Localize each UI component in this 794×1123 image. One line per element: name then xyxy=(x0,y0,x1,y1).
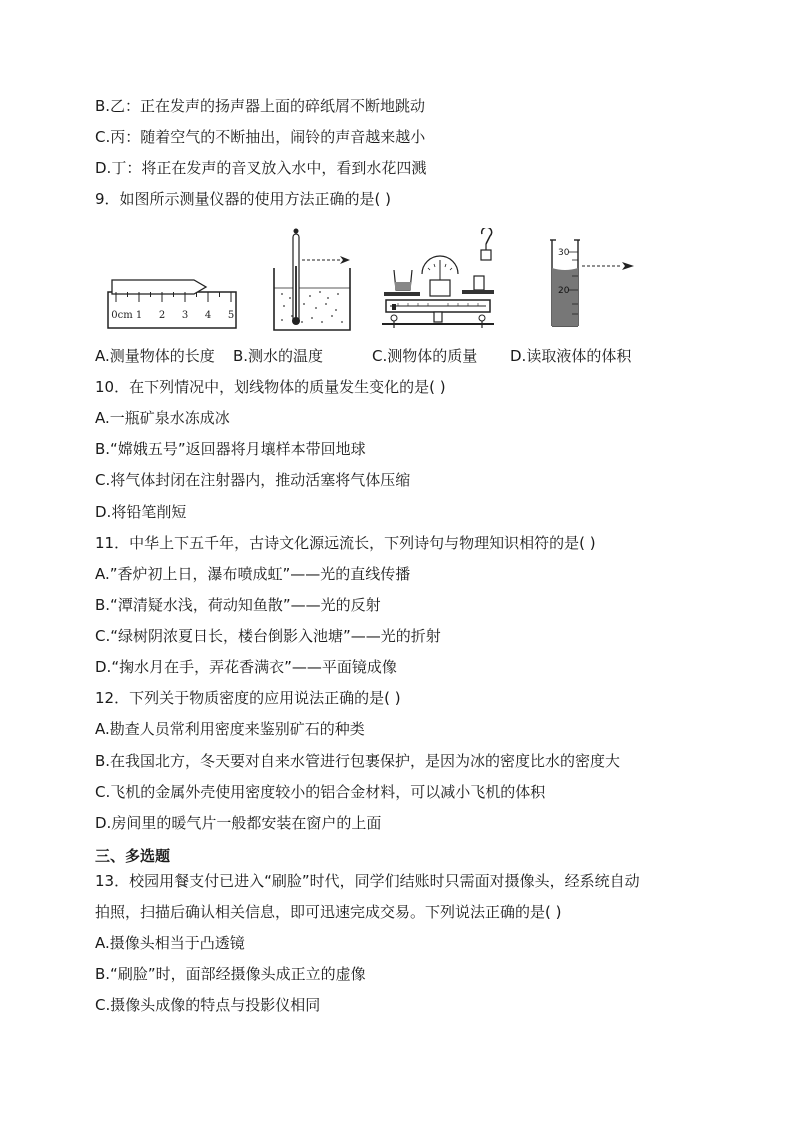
q13-option-b: B.“刷脸”时，面部经摄像头成正立的虚像 xyxy=(95,965,366,983)
q10-option-d: D.将铅笔削短 xyxy=(95,503,187,521)
q8-option-b: B.乙：正在发声的扬声器上面的碎纸屑不断地跳动 xyxy=(95,97,426,115)
q12-option-c: C.飞机的金属外壳使用密度较小的铝合金材料，可以减小飞机的体积 xyxy=(95,783,546,801)
q10-option-c: C.将气体封闭在注射器内，推动活塞将气体压缩 xyxy=(95,471,411,489)
q12-stem: 12．下列关于物质密度的应用说法正确的是( ) xyxy=(95,689,401,707)
section-title: 三、多选题 xyxy=(95,847,171,865)
q11-stem: 11．中华上下五千年，古诗文化源远流长，下列诗句与物理知识相符的是( ) xyxy=(95,534,596,552)
ruler-tick-2: 2 xyxy=(158,310,166,321)
q10-stem: 10．在下列情况中，划线物体的质量发生变化的是( ) xyxy=(95,378,446,396)
ruler-tick-1: 1 xyxy=(135,310,143,321)
q11-option-a: A.”香炉初上日，瀑布喷成虹”——光的直线传播 xyxy=(95,565,411,583)
ruler-tick-3: 3 xyxy=(181,310,189,321)
cylinder-mark-20: 20 xyxy=(558,286,570,296)
q11-option-c: C.“绿树阴浓夏日长，楼台倒影入池塘”——光的折射 xyxy=(95,627,441,645)
q13-option-a: A.摄像头相当于凸透镜 xyxy=(95,934,245,952)
balance-figure xyxy=(378,228,498,334)
q13-option-c: C.摄像头成像的特点与投影仪相同 xyxy=(95,996,321,1014)
q10-option-b: B.“嫦娥五号”返回器将月壤样本带回地球 xyxy=(95,440,366,458)
q10-option-a: A.一瓶矿泉水冻成冰 xyxy=(95,409,230,427)
ruler-figure xyxy=(106,276,238,330)
q9-option-a: A.测量物体的长度 xyxy=(95,347,215,365)
q11-option-d: D.“掬水月在手，弄花香满衣”——平面镜成像 xyxy=(95,658,397,676)
q12-option-d: D.房间里的暖气片一般都安装在窗户的上面 xyxy=(95,814,382,832)
q9-option-c: C.测物体的质量 xyxy=(372,347,478,365)
q8-option-d: D.丁：将正在发声的音叉放入水中，看到水花四溅 xyxy=(95,159,427,177)
cylinder-mark-30: 30 xyxy=(558,248,570,258)
q13-stem-line1: 13．校园用餐支付已进入“刷脸”时代，同学们结账时只需面对摄像头，经系统自动 xyxy=(95,872,640,890)
ruler-tick-4: 4 xyxy=(204,310,212,321)
q9-option-b: B.测水的温度 xyxy=(233,347,324,365)
ruler-tick-0: 0cm xyxy=(111,310,133,321)
q11-option-b: B.“潭清疑水浅，荷动知鱼散”——光的反射 xyxy=(95,596,381,614)
thermometer-figure xyxy=(268,226,356,334)
q13-stem-line2: 拍照，扫描后确认相关信息，即可迅速完成交易。下列说法正确的是( ) xyxy=(95,903,562,921)
q9-stem: 9．如图所示测量仪器的使用方法正确的是( ) xyxy=(95,190,392,208)
q12-option-a: A.勘查人员常利用密度来鉴别矿石的种类 xyxy=(95,720,365,738)
q8-option-c: C.丙：随着空气的不断抽出，闹铃的声音越来越小 xyxy=(95,128,426,146)
ruler-tick-5: 5 xyxy=(227,310,235,321)
q9-option-d: D.读取液体的体积 xyxy=(510,347,632,365)
cylinder-figure xyxy=(546,234,642,330)
q12-option-b: B.在我国北方，冬天要对自来水管进行包裹保护，是因为冰的密度比水的密度大 xyxy=(95,752,621,770)
